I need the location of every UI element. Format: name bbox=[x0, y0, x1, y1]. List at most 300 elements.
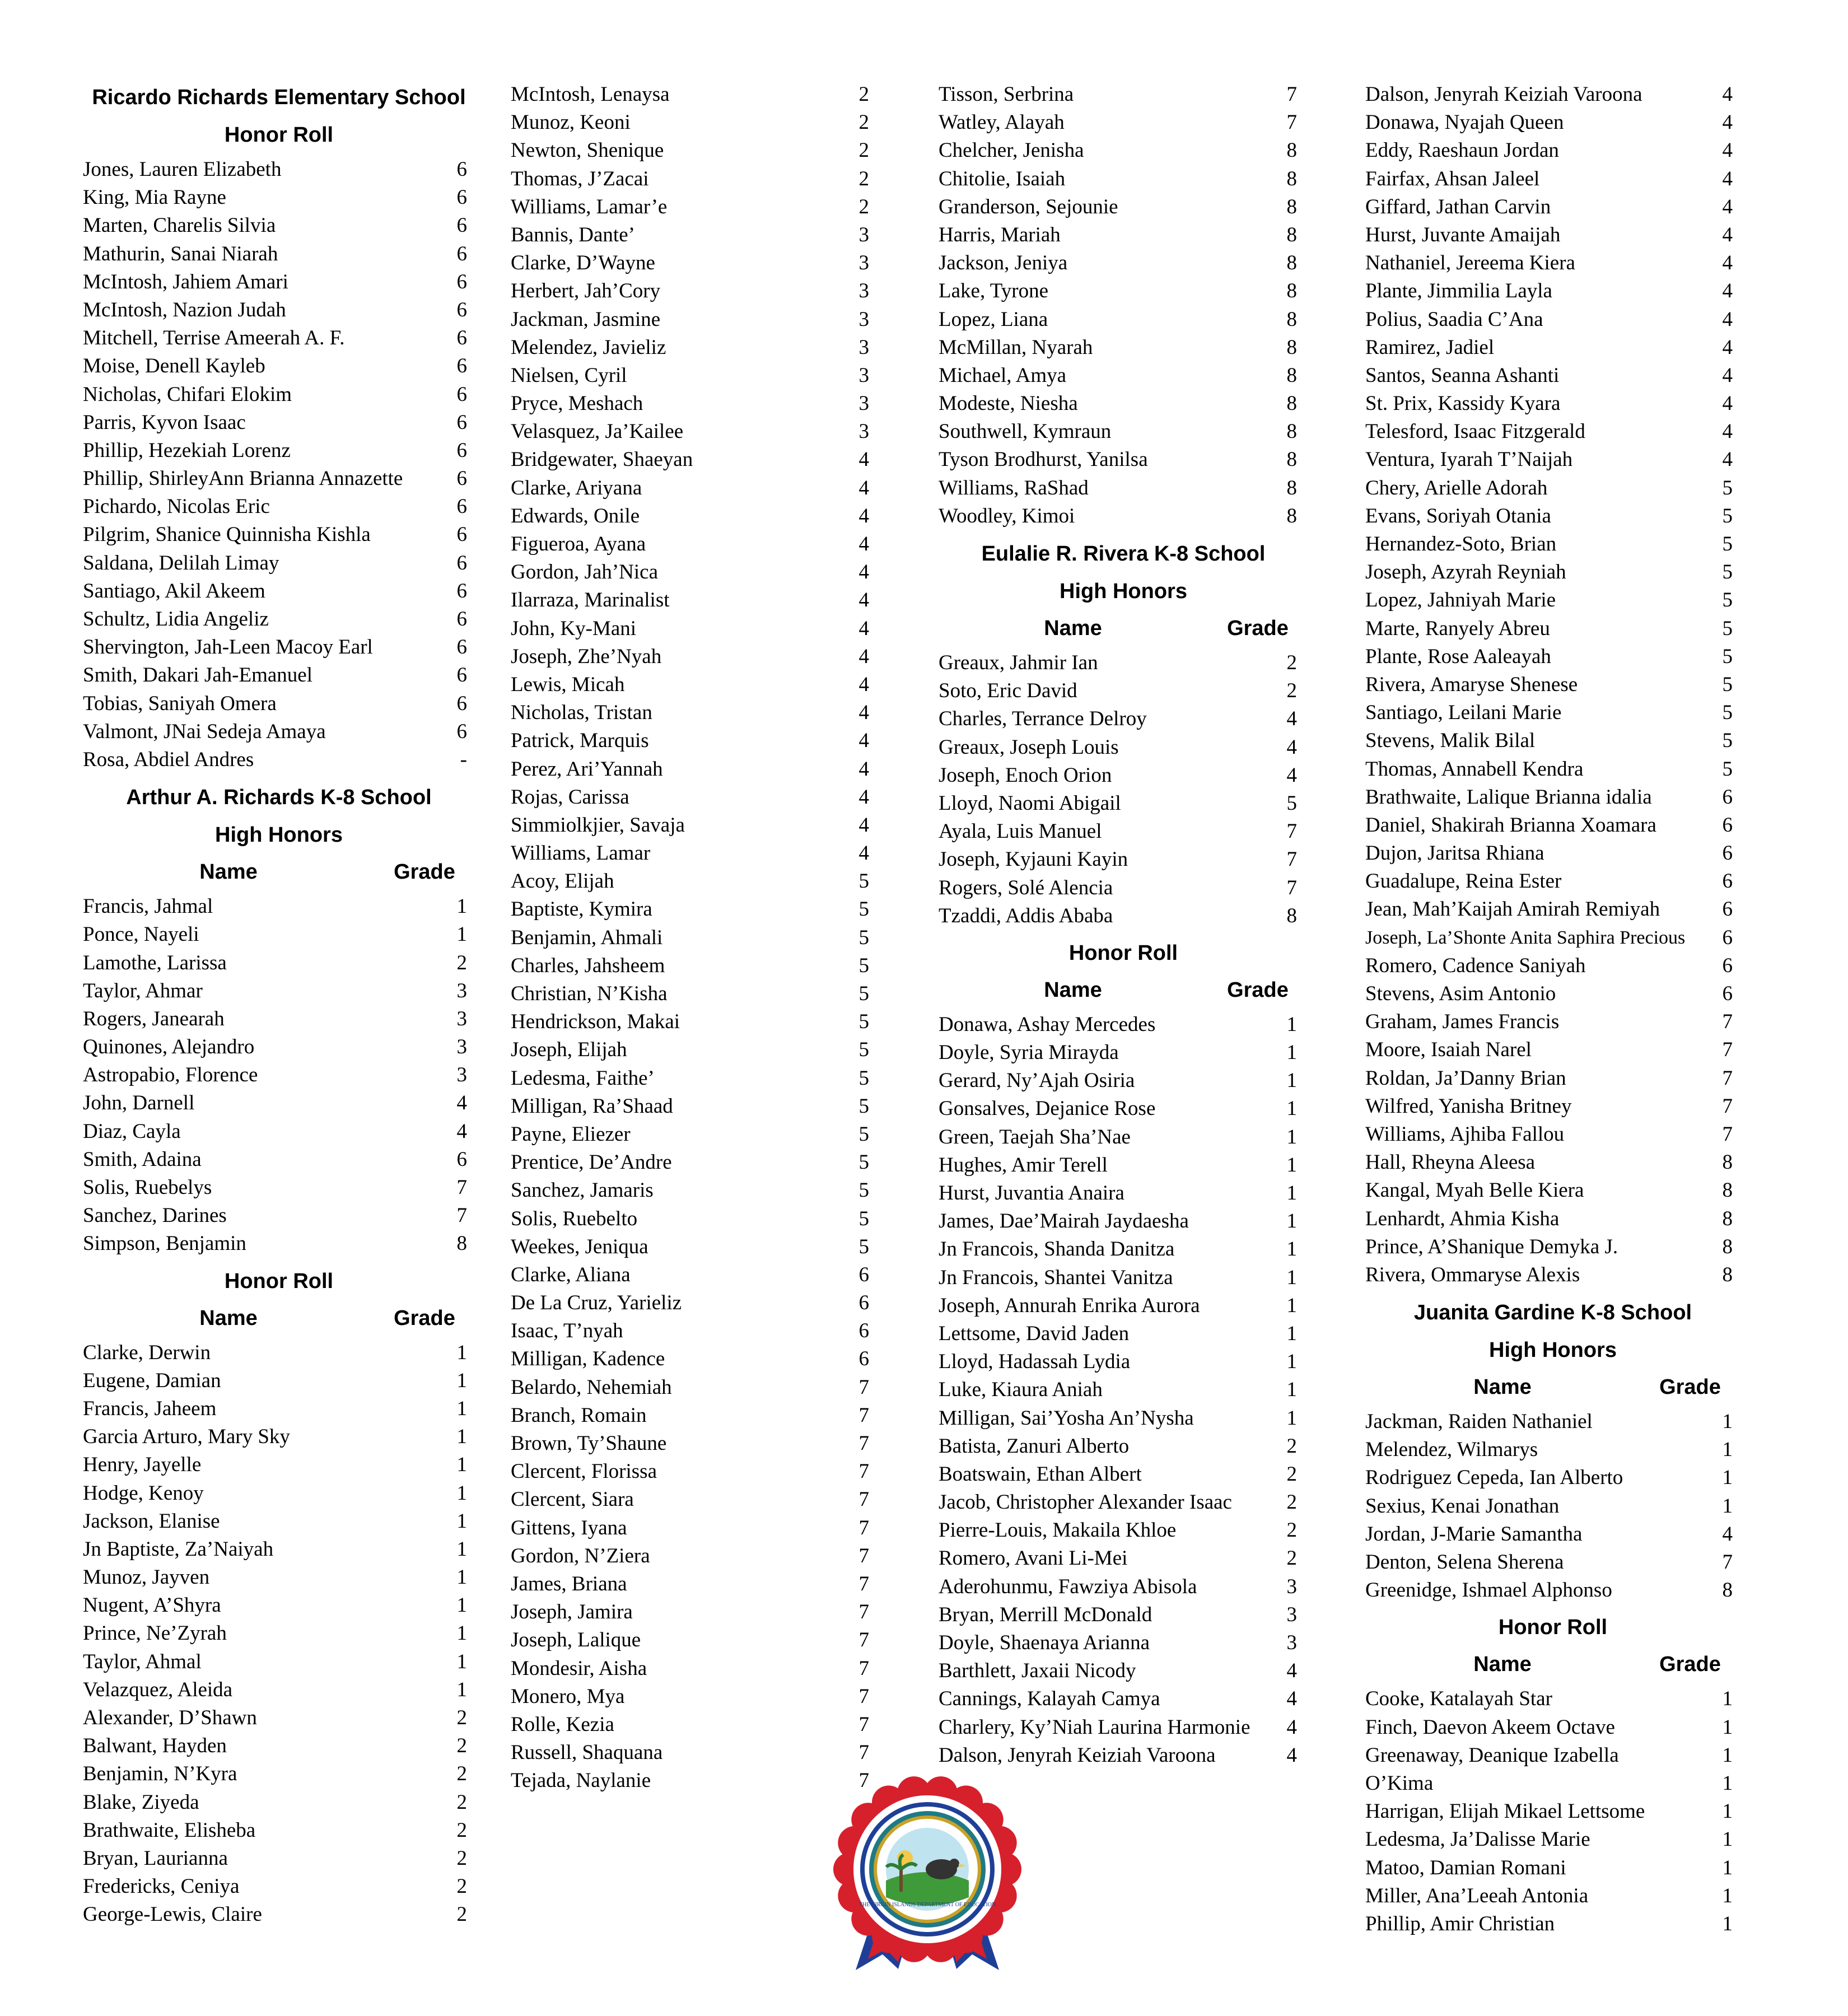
student-name: Nielsen, Cyril bbox=[511, 363, 627, 387]
student-name: Williams, Ajhiba Fallou bbox=[1365, 1122, 1565, 1146]
student-grade: 5 bbox=[1722, 589, 1733, 612]
student-row bbox=[83, 1367, 475, 1395]
student-grade: 3 bbox=[858, 279, 869, 303]
student-name: Sanchez, Darines bbox=[83, 1204, 227, 1228]
student-row bbox=[939, 1601, 1308, 1629]
student-row bbox=[511, 699, 880, 727]
student-name: Denton, Selena Sherena bbox=[1365, 1551, 1564, 1574]
student-name: Fredericks, Ceniya bbox=[83, 1875, 240, 1898]
student-name: Southwell, Kymraun bbox=[939, 420, 1112, 444]
student-grade: 5 bbox=[858, 1066, 869, 1090]
student-name: Harrigan, Elijah Mikael Lettsome bbox=[1365, 1800, 1645, 1823]
student-grade: 7 bbox=[858, 1769, 869, 1793]
student-name: Rivera, Ommaryse Alexis bbox=[1365, 1263, 1580, 1286]
student-name: Newton, Shenique bbox=[511, 139, 664, 162]
student-grade: 7 bbox=[1286, 848, 1297, 871]
student-grade: 1 bbox=[456, 1397, 467, 1420]
student-name: Lloyd, Naomi Abigail bbox=[939, 791, 1121, 815]
student-grade: - bbox=[460, 748, 467, 771]
student-name: Rogers, Janearah bbox=[83, 1007, 225, 1030]
student-grade: 7 bbox=[858, 1375, 869, 1399]
student-grade: 4 bbox=[1722, 279, 1733, 303]
student-row bbox=[939, 1348, 1308, 1376]
student-row bbox=[1365, 1065, 1740, 1093]
student-grade: 4 bbox=[858, 842, 869, 865]
student-name: Taylor, Ahmal bbox=[83, 1650, 202, 1673]
student-grade: 2 bbox=[456, 1706, 467, 1729]
school-title: Juanita Gardine K-8 School bbox=[1413, 1301, 1692, 1325]
student-name: Ilarraza, Marinalist bbox=[511, 589, 670, 612]
student-row bbox=[83, 1760, 475, 1788]
student-name: Lettsome, David Jaden bbox=[939, 1322, 1130, 1345]
student-name: Gonsalves, Dejanice Rose bbox=[939, 1097, 1156, 1121]
student-name: Benjamin, Ahmali bbox=[511, 926, 663, 949]
student-grade: 2 bbox=[1286, 651, 1297, 674]
student-row bbox=[511, 1374, 880, 1402]
student-name: Jackson, Jeniya bbox=[939, 251, 1068, 275]
student-name: Romero, Avani Li-Mei bbox=[939, 1547, 1128, 1570]
student-grade: 3 bbox=[858, 392, 869, 416]
student-grade: 2 bbox=[456, 1734, 467, 1758]
student-name: Eugene, Damian bbox=[83, 1369, 221, 1392]
column-3 bbox=[939, 78, 1308, 1774]
student-name: Woodley, Kimoi bbox=[939, 504, 1075, 528]
student-row bbox=[1365, 390, 1740, 418]
student-grade: 4 bbox=[1286, 1659, 1297, 1683]
student-grade: 6 bbox=[1722, 898, 1733, 921]
student-grade: 3 bbox=[858, 335, 869, 359]
student-row bbox=[939, 193, 1308, 221]
student-row bbox=[939, 446, 1308, 474]
student-row bbox=[939, 306, 1308, 334]
student-name: Simmiolkjier, Savaja bbox=[511, 813, 685, 837]
student-row bbox=[1365, 924, 1740, 952]
student-row bbox=[83, 268, 475, 296]
student-row bbox=[83, 949, 475, 977]
student-name: Cooke, Katalayah Star bbox=[1365, 1687, 1552, 1711]
student-name: Henry, Jayelle bbox=[83, 1453, 202, 1477]
student-name: Brathwaite, Elisheba bbox=[83, 1818, 256, 1842]
student-row bbox=[939, 846, 1308, 874]
student-grade: 3 bbox=[456, 1063, 467, 1087]
student-name: Astropabio, Florence bbox=[83, 1063, 258, 1087]
student-name: Graham, James Francis bbox=[1365, 1010, 1560, 1034]
student-grade: 2 bbox=[858, 83, 869, 106]
student-grade: 5 bbox=[858, 1010, 869, 1034]
student-name: Daniel, Shakirah Brianna Xoamara bbox=[1365, 813, 1656, 837]
student-grade: 4 bbox=[858, 813, 869, 837]
student-name: Rosa, Abdiel Andres bbox=[83, 748, 254, 771]
student-name: Joseph, Annurah Enrika Aurora bbox=[939, 1294, 1200, 1317]
student-name: Joseph, Zhe’Nyah bbox=[511, 645, 662, 668]
student-name: McIntosh, Jahiem Amari bbox=[83, 270, 288, 293]
student-grade: 7 bbox=[858, 1628, 869, 1652]
student-row bbox=[1365, 474, 1740, 502]
student-name: Telesford, Isaac Fitzgerald bbox=[1365, 420, 1585, 444]
student-name: Smith, Adaina bbox=[83, 1147, 202, 1171]
student-grade: 2 bbox=[1286, 1434, 1297, 1458]
student-row bbox=[83, 661, 475, 689]
student-row bbox=[939, 790, 1308, 818]
student-row bbox=[511, 952, 880, 980]
student-name: Ventura, Iyarah T’Naijah bbox=[1365, 448, 1573, 472]
student-row bbox=[511, 1008, 880, 1036]
student-name: Payne, Eliezer bbox=[511, 1122, 631, 1146]
school-title: Arthur A. Richards K-8 School bbox=[126, 786, 432, 810]
student-name: Acoy, Elijah bbox=[511, 870, 614, 893]
student-name: Guadalupe, Reina Ester bbox=[1365, 870, 1562, 893]
student-name: Balwant, Hayden bbox=[83, 1734, 227, 1758]
student-name: Branch, Romain bbox=[511, 1403, 647, 1427]
student-grade: 4 bbox=[456, 1091, 467, 1115]
student-row bbox=[939, 249, 1308, 277]
student-name: Ledesma, Ja’Dalisse Marie bbox=[1365, 1828, 1590, 1851]
student-grade: 4 bbox=[1722, 167, 1733, 190]
student-row bbox=[511, 1711, 880, 1739]
student-row bbox=[83, 1339, 475, 1367]
student-grade: 4 bbox=[858, 673, 869, 696]
student-row bbox=[939, 1039, 1308, 1067]
student-row bbox=[83, 746, 475, 774]
student-name: Kangal, Myah Belle Kiera bbox=[1365, 1179, 1584, 1202]
student-row bbox=[939, 1264, 1308, 1292]
student-grade: 7 bbox=[1722, 1094, 1733, 1118]
student-grade: 6 bbox=[456, 298, 467, 321]
student-row bbox=[511, 277, 880, 305]
student-name: Wilfred, Yanisha Britney bbox=[1365, 1094, 1572, 1118]
student-row bbox=[1365, 1742, 1740, 1770]
student-row bbox=[1365, 1177, 1740, 1205]
student-name: Smith, Dakari Jah-Emanuel bbox=[83, 664, 312, 687]
student-grade: 7 bbox=[1286, 111, 1297, 134]
student-name: Granderson, Sejounie bbox=[939, 195, 1118, 218]
student-name: Rodriguez Cepeda, Ian Alberto bbox=[1365, 1466, 1623, 1490]
student-row bbox=[939, 1123, 1308, 1151]
student-row bbox=[939, 1095, 1308, 1123]
student-name: Pilgrim, Shanice Quinnisha Kishla bbox=[83, 523, 371, 547]
student-name: Saldana, Delilah Limay bbox=[83, 551, 279, 575]
student-row bbox=[511, 474, 880, 502]
student-grade: 4 bbox=[858, 476, 869, 500]
student-name: Donawa, Nyajah Queen bbox=[1365, 111, 1564, 134]
header-name: Name bbox=[199, 860, 258, 884]
student-name: Lamothe, Larissa bbox=[83, 951, 227, 974]
student-grade: 8 bbox=[1286, 904, 1297, 927]
student-row bbox=[511, 1205, 880, 1233]
student-name: Gordon, N’Ziera bbox=[511, 1544, 650, 1567]
student-grade: 4 bbox=[1722, 83, 1733, 106]
student-row bbox=[1365, 1233, 1740, 1261]
student-name: Dalson, Jenyrah Keiziah Varoona bbox=[1365, 83, 1642, 106]
student-grade: 5 bbox=[858, 1094, 869, 1118]
student-name: O’Kima bbox=[1365, 1771, 1434, 1795]
student-grade: 3 bbox=[456, 1007, 467, 1030]
student-name: Milligan, Sai’Yosha An’Nysha bbox=[939, 1406, 1194, 1430]
student-row bbox=[83, 184, 475, 212]
student-row bbox=[511, 249, 880, 277]
student-row bbox=[511, 1486, 880, 1514]
student-row bbox=[511, 1093, 880, 1121]
student-grade: 7 bbox=[858, 1544, 869, 1567]
student-row bbox=[511, 839, 880, 867]
student-grade: 1 bbox=[1286, 1012, 1297, 1036]
student-row bbox=[83, 324, 475, 352]
student-grade: 3 bbox=[858, 251, 869, 275]
student-grade: 6 bbox=[1722, 842, 1733, 865]
student-name: Eddy, Raeshaun Jordan bbox=[1365, 139, 1559, 162]
student-row bbox=[511, 1598, 880, 1626]
student-name: Christian, N’Kisha bbox=[511, 982, 668, 1005]
student-grade: 5 bbox=[858, 870, 869, 893]
student-name: Joseph, Azyrah Reyniah bbox=[1365, 561, 1566, 584]
student-name: Williams, Lamar’e bbox=[511, 195, 668, 218]
student-grade: 7 bbox=[1722, 1551, 1733, 1574]
student-grade: 2 bbox=[1286, 1491, 1297, 1514]
student-name: Garcia Arturo, Mary Sky bbox=[83, 1425, 290, 1449]
student-name: Velasquez, Ja’Kailee bbox=[511, 420, 684, 444]
student-row bbox=[83, 409, 475, 437]
student-name: John, Darnell bbox=[83, 1091, 195, 1115]
student-list bbox=[511, 81, 880, 1795]
student-grade: 5 bbox=[1722, 673, 1733, 696]
student-row bbox=[511, 446, 880, 474]
student-grade: 1 bbox=[1286, 1322, 1297, 1345]
student-name: Munoz, Jayven bbox=[83, 1566, 210, 1589]
student-name: Miller, Ana’Leeah Antonia bbox=[1365, 1884, 1589, 1907]
student-name: Soto, Eric David bbox=[939, 679, 1077, 703]
student-grade: 5 bbox=[1722, 729, 1733, 753]
student-name: Isaac, T’nyah bbox=[511, 1319, 623, 1343]
student-grade: 6 bbox=[456, 354, 467, 378]
student-row bbox=[939, 677, 1308, 705]
student-grade: 6 bbox=[858, 1263, 869, 1286]
student-row bbox=[83, 1704, 475, 1732]
student-name: Sexius, Kenai Jonathan bbox=[1365, 1494, 1560, 1518]
student-row bbox=[83, 437, 475, 465]
student-row bbox=[1365, 221, 1740, 249]
student-grade: 4 bbox=[1722, 420, 1733, 444]
student-name: Hughes, Amir Terell bbox=[939, 1153, 1108, 1177]
student-row bbox=[939, 362, 1308, 390]
student-grade: 1 bbox=[1286, 1069, 1297, 1093]
student-row bbox=[511, 1177, 880, 1205]
student-grade: 8 bbox=[1286, 476, 1297, 500]
student-grade: 7 bbox=[1722, 1010, 1733, 1034]
student-row bbox=[939, 1432, 1308, 1460]
student-name: Lopez, Liana bbox=[939, 307, 1048, 331]
student-row bbox=[511, 1514, 880, 1542]
student-row bbox=[1365, 334, 1740, 362]
student-name: Doyle, Syria Mirayda bbox=[939, 1041, 1119, 1065]
student-grade: 6 bbox=[456, 242, 467, 265]
student-row bbox=[83, 1033, 475, 1061]
student-grade: 5 bbox=[858, 1151, 869, 1174]
student-row bbox=[83, 1789, 475, 1817]
student-name: Bryan, Laurianna bbox=[83, 1846, 228, 1870]
student-row bbox=[1365, 755, 1740, 783]
student-grade: 1 bbox=[1722, 1828, 1733, 1851]
student-name: Jn Baptiste, Za’Naiyah bbox=[83, 1537, 274, 1561]
student-name: Jacob, Christopher Alexander Isaac bbox=[939, 1491, 1232, 1514]
student-grade: 5 bbox=[1722, 561, 1733, 584]
student-name: Phillip, ShirleyAnn Brianna Annazette bbox=[83, 467, 403, 491]
student-row bbox=[939, 1292, 1308, 1320]
student-row bbox=[511, 1402, 880, 1430]
student-row bbox=[939, 1404, 1308, 1432]
student-grade: 7 bbox=[858, 1712, 869, 1736]
student-row bbox=[83, 1202, 475, 1230]
department-of-education-seal bbox=[832, 1774, 1023, 1976]
student-row bbox=[939, 902, 1308, 930]
student-grade: 8 bbox=[1286, 167, 1297, 190]
student-row bbox=[939, 277, 1308, 305]
student-grade: 4 bbox=[1722, 139, 1733, 162]
student-name: Phillip, Amir Christian bbox=[1365, 1912, 1555, 1935]
student-row bbox=[511, 1430, 880, 1458]
student-grade: 4 bbox=[1286, 1687, 1297, 1711]
student-grade: 4 bbox=[1722, 392, 1733, 416]
table-header bbox=[83, 853, 475, 890]
student-row bbox=[83, 1174, 475, 1202]
student-row bbox=[939, 1657, 1308, 1685]
student-grade: 2 bbox=[456, 1818, 467, 1842]
student-grade: 1 bbox=[456, 1481, 467, 1505]
student-name: Giffard, Jathan Carvin bbox=[1365, 195, 1551, 218]
student-name: Luke, Kiaura Aniah bbox=[939, 1378, 1103, 1402]
student-grade: 8 bbox=[1722, 1235, 1733, 1258]
student-grade: 6 bbox=[456, 467, 467, 491]
student-row bbox=[511, 1767, 880, 1795]
student-row bbox=[83, 1536, 475, 1564]
student-name: Greaux, Jahmir Ian bbox=[939, 651, 1098, 674]
student-grade: 8 bbox=[1286, 307, 1297, 331]
student-grade: 1 bbox=[1286, 1125, 1297, 1149]
student-row bbox=[1365, 1121, 1740, 1149]
student-name: Greaux, Joseph Louis bbox=[939, 735, 1119, 759]
student-name: Gittens, Iyana bbox=[511, 1516, 627, 1539]
student-row bbox=[1365, 671, 1740, 699]
student-row bbox=[83, 1508, 475, 1536]
student-grade: 2 bbox=[1286, 1462, 1297, 1486]
student-grade: 1 bbox=[1286, 1182, 1297, 1205]
student-grade: 6 bbox=[858, 1319, 869, 1343]
student-name: Pichardo, Nicolas Eric bbox=[83, 495, 270, 519]
student-row bbox=[83, 1089, 475, 1117]
student-grade: 1 bbox=[456, 923, 467, 946]
student-row bbox=[1365, 446, 1740, 474]
student-row bbox=[511, 306, 880, 334]
student-row bbox=[83, 893, 475, 921]
student-row bbox=[1365, 165, 1740, 193]
student-row bbox=[511, 558, 880, 586]
student-grade: 7 bbox=[1722, 1122, 1733, 1146]
student-row bbox=[939, 334, 1308, 362]
student-name: Clercent, Siara bbox=[511, 1488, 634, 1511]
student-name: Tisson, Serbrina bbox=[939, 83, 1074, 106]
student-grade: 8 bbox=[1286, 392, 1297, 416]
student-row bbox=[1365, 1548, 1740, 1576]
student-row bbox=[939, 734, 1308, 762]
student-grade: 1 bbox=[1286, 1406, 1297, 1430]
student-grade: 5 bbox=[1722, 617, 1733, 640]
student-name: Clarke, Derwin bbox=[83, 1341, 211, 1364]
honor-category: Honor Roll bbox=[224, 123, 334, 147]
student-row bbox=[83, 381, 475, 409]
student-row bbox=[511, 1542, 880, 1570]
student-grade: 6 bbox=[456, 495, 467, 519]
header-grade: Grade bbox=[394, 860, 455, 884]
student-name: Rojas, Carissa bbox=[511, 785, 629, 809]
student-row bbox=[83, 718, 475, 746]
student-row bbox=[939, 1235, 1308, 1263]
student-grade: 5 bbox=[1722, 757, 1733, 781]
student-row bbox=[1365, 249, 1740, 277]
student-name: Jones, Lauren Elizabeth bbox=[83, 158, 282, 181]
student-grade: 4 bbox=[858, 785, 869, 809]
student-name: Jackman, Jasmine bbox=[511, 307, 661, 331]
student-grade: 4 bbox=[1722, 448, 1733, 472]
student-name: Velazquez, Aleida bbox=[83, 1678, 233, 1701]
student-name: Thomas, Annabell Kendra bbox=[1365, 757, 1584, 781]
student-name: Melendez, Javieliz bbox=[511, 335, 666, 359]
student-grade: 8 bbox=[1722, 1207, 1733, 1230]
student-grade: 6 bbox=[456, 158, 467, 181]
student-grade: 6 bbox=[1722, 926, 1733, 949]
student-grade: 2 bbox=[456, 1790, 467, 1814]
student-row bbox=[511, 727, 880, 755]
student-row bbox=[83, 1395, 475, 1423]
student-grade: 3 bbox=[1286, 1631, 1297, 1654]
student-grade: 6 bbox=[456, 186, 467, 209]
student-name: Solis, Ruebelys bbox=[83, 1176, 212, 1199]
student-row bbox=[511, 530, 880, 558]
student-name: Charles, Terrance Delroy bbox=[939, 707, 1147, 731]
student-grade: 6 bbox=[456, 608, 467, 631]
student-grade: 8 bbox=[1722, 1179, 1733, 1202]
student-name: Greenidge, Ishmael Alphonso bbox=[1365, 1579, 1612, 1602]
student-grade: 1 bbox=[456, 1341, 467, 1364]
student-name: Joseph, Lalique bbox=[511, 1628, 641, 1652]
student-grade: 8 bbox=[1722, 1263, 1733, 1286]
student-name: Dujon, Jaritsa Rhiana bbox=[1365, 842, 1544, 865]
student-row bbox=[511, 334, 880, 362]
student-grade: 8 bbox=[1286, 448, 1297, 472]
student-row bbox=[939, 649, 1308, 677]
student-grade: 8 bbox=[1286, 195, 1297, 218]
student-name: Stevens, Asim Antonio bbox=[1365, 982, 1556, 1005]
student-row bbox=[1365, 1910, 1740, 1938]
student-grade: 5 bbox=[858, 1122, 869, 1146]
student-row bbox=[511, 615, 880, 643]
student-name: Joseph, Jamira bbox=[511, 1600, 633, 1624]
student-row bbox=[511, 418, 880, 446]
student-name: Hall, Rheyna Aleesa bbox=[1365, 1151, 1536, 1174]
student-name: Benjamin, N’Kyra bbox=[83, 1762, 237, 1786]
student-row bbox=[1365, 1464, 1740, 1492]
header-grade: Grade bbox=[394, 1306, 455, 1330]
student-row bbox=[939, 1629, 1308, 1657]
student-name: Polius, Saadia C’Ana bbox=[1365, 307, 1543, 331]
table-header bbox=[939, 610, 1308, 647]
student-name: Finch, Daevon Akeem Octave bbox=[1365, 1715, 1615, 1739]
student-row bbox=[1365, 1798, 1740, 1826]
student-grade: 1 bbox=[1286, 1238, 1297, 1261]
student-grade: 4 bbox=[1722, 195, 1733, 218]
student-grade: 2 bbox=[1286, 1519, 1297, 1542]
student-name: Clercent, Florissa bbox=[511, 1460, 657, 1483]
student-name: John, Ky-Mani bbox=[511, 617, 637, 640]
student-grade: 7 bbox=[858, 1656, 869, 1680]
